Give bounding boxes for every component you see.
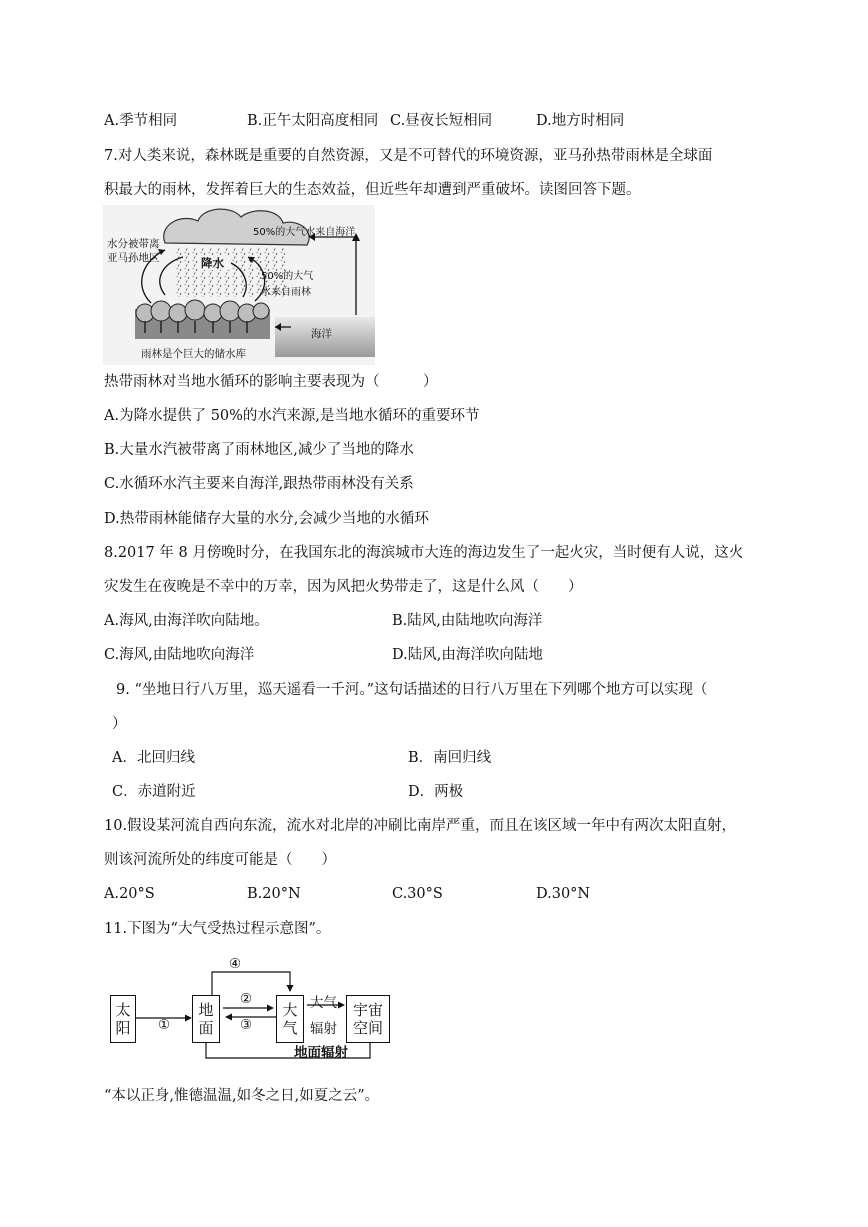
label-atm-rad-2: 辐射 bbox=[310, 1021, 337, 1037]
q8-stem-line1: 8.2017 年 8 月傍晚时分，在我国东北的海滨城市大连的海边发生了一起火灾，当时便有人说，这火 bbox=[104, 545, 744, 561]
q10-option-a: A.20°S bbox=[104, 886, 155, 902]
q8-option-a: A.海风,由海洋吹向陆地。 bbox=[104, 613, 269, 629]
q7-option-d: D.热带雨林能储存大量的水分,会减少当地的水循环 bbox=[104, 511, 429, 527]
q9-stem-line2: ） bbox=[112, 716, 127, 732]
q11-stem: 11.下图为“大气受热过程示意图”。 bbox=[104, 921, 331, 937]
q7-option-a: A.为降水提供了 50%的水汽来源,是当地水循环的重要环节 bbox=[104, 408, 480, 424]
q10-stem-line2: 则该河流所处的纬度可能是（ ） bbox=[104, 852, 336, 868]
label-carried-2: 亚马孙地区 bbox=[107, 252, 160, 264]
q7-stem-line2: 积最大的雨林，发挥着巨大的生态效益，但近些年却遭到严重破坏。读图回答下题。 bbox=[104, 182, 641, 198]
q8-option-c: C.海风,由陆地吹向海洋 bbox=[104, 647, 255, 663]
label-ocean: 海洋 bbox=[311, 328, 332, 340]
label-carried-1: 水分被带离 bbox=[107, 238, 160, 250]
label-n3: ③ bbox=[240, 1017, 253, 1033]
q8-stem-line2: 灾发生在夜晚是不幸中的万幸，因为风把火势带走了，这是什么风（ ） bbox=[104, 579, 583, 595]
q9-option-d: D．两极 bbox=[408, 784, 464, 800]
q10-option-c: C.30°S bbox=[392, 886, 443, 902]
label-n2: ② bbox=[240, 991, 253, 1007]
atmosphere-box: 大 气 bbox=[276, 995, 304, 1043]
forest-shape bbox=[135, 300, 270, 339]
label-ocean-vapor: 50%的大气水来自海洋 bbox=[253, 227, 356, 238]
space-box: 宇宙 空间 bbox=[346, 995, 390, 1043]
q7-stem-line1: 7.对人类来说，森林既是重要的自然资源，又是不可替代的环境资源，亚马孙热带雨林是全球面 bbox=[104, 148, 713, 164]
ground-box: 地 面 bbox=[192, 995, 220, 1043]
q9-option-c: C．赤道附近 bbox=[112, 784, 196, 800]
label-forest-vapor-1: 50%的大气 bbox=[261, 271, 314, 282]
label-atm-rad-1: 大气 bbox=[310, 995, 337, 1011]
q6-option-a: A.季节相同 bbox=[104, 113, 178, 129]
label-ground-rad: 地面辐射 bbox=[294, 1045, 348, 1061]
q7-option-b: B.大量水汽被带离了雨林地区,减少了当地的降水 bbox=[104, 442, 414, 458]
q6-option-b: B.正午太阳高度相同 bbox=[247, 113, 379, 129]
q9-option-a: A．北回归线 bbox=[112, 750, 195, 766]
q8-option-b: B.陆风,由陆地吹向海洋 bbox=[392, 613, 543, 629]
q10-stem-line1: 10.假设某河流自西向东流，流水对北岸的冲刷比南岸严重，而且在该区域一年中有两次太阳直射， bbox=[104, 818, 737, 834]
q8-option-d: D.陆风,由海洋吹向陆地 bbox=[392, 647, 543, 663]
q10-option-b: B.20°N bbox=[247, 886, 301, 902]
label-rain: 降水 bbox=[201, 256, 224, 270]
label-n1: ① bbox=[158, 1017, 171, 1033]
q6-option-d: D.地方时相同 bbox=[536, 113, 625, 129]
q6-option-c: C.昼夜长短相同 bbox=[390, 113, 493, 129]
label-forest-vapor-2: 水来自雨林 bbox=[261, 287, 311, 298]
q7-question: 热带雨林对当地水循环的影响主要表现为（ ） bbox=[104, 374, 438, 390]
q10-option-d: D.30°N bbox=[536, 886, 591, 902]
q7-option-c: C.水循环水汽主要来自海洋,跟热带雨林没有关系 bbox=[104, 476, 414, 492]
quote-line: “本以正身,惟德温温,如冬之日,如夏之云”。 bbox=[104, 1088, 380, 1104]
label-n4: ④ bbox=[229, 956, 242, 972]
q9-option-b: B．南回归线 bbox=[408, 750, 492, 766]
label-reservoir: 雨林是个巨大的储水库 bbox=[141, 348, 246, 360]
q9-stem-line1: 9. “坐地日行八万里，巡天遥看一千河。”这句话描述的日行八万里在下列哪个地方可以实现（ bbox=[116, 682, 708, 698]
sun-box: 太 阳 bbox=[110, 995, 136, 1043]
rainforest-water-cycle-figure bbox=[103, 205, 375, 365]
